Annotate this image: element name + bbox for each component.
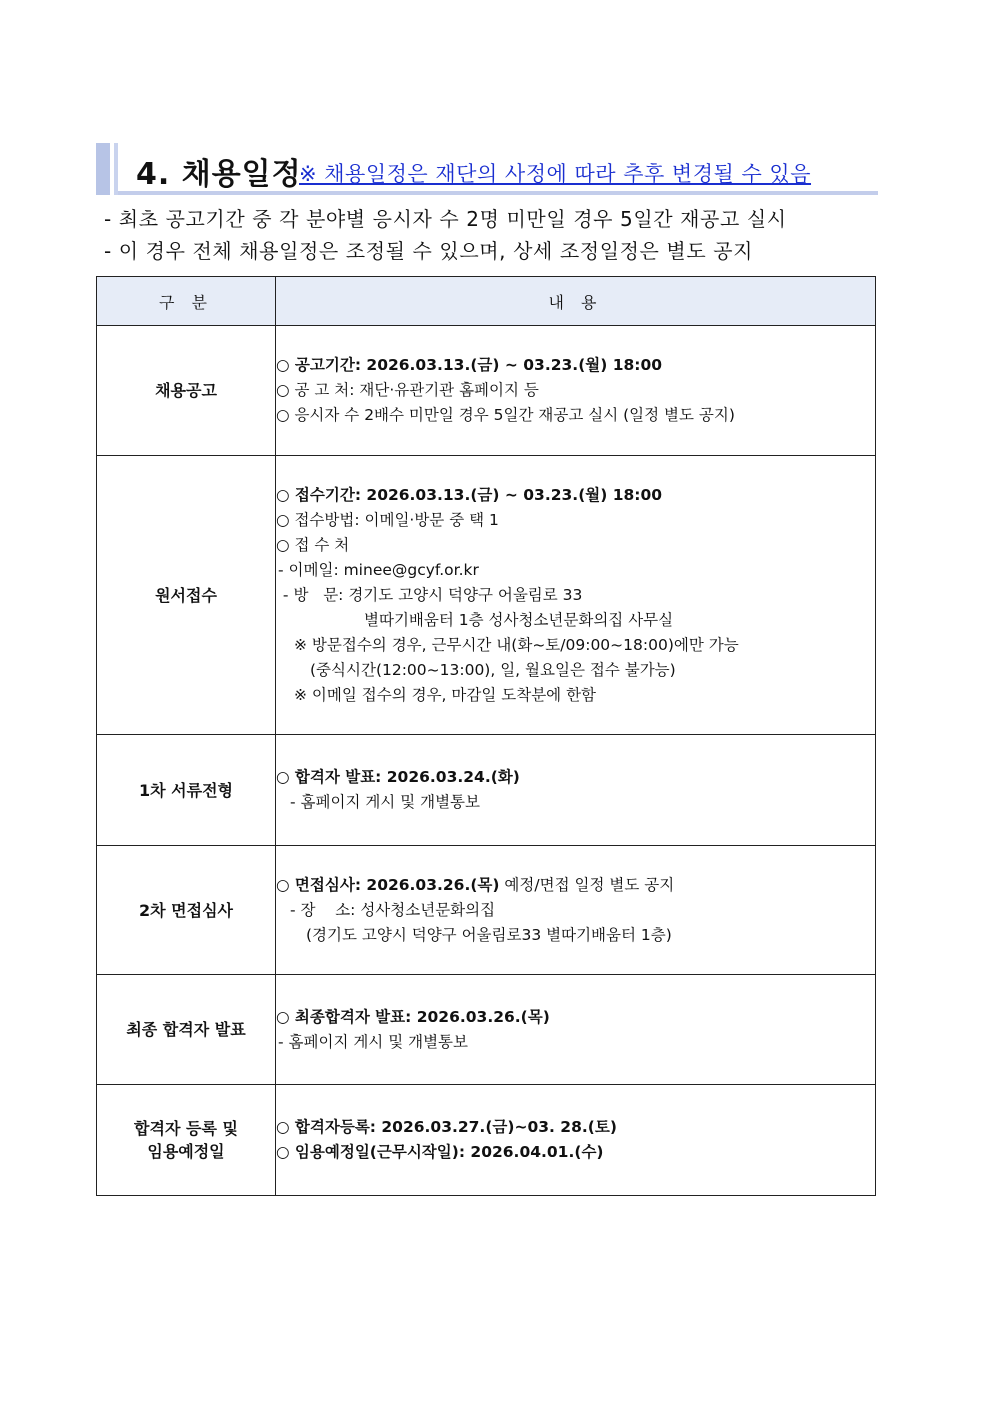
category-cell: 1차 서류전형: [97, 735, 276, 846]
content-line: ○ 최종합격자 발표: 2026.03.26.(목): [276, 1007, 550, 1026]
schedule-change-note: ※ 채용일정은 재단의 사정에 따라 추후 변경될 수 있음: [299, 162, 812, 186]
intro-line-1: - 최초 공고기간 중 각 분야별 응시자 수 2명 미만일 경우 5일간 재공고 실시: [104, 207, 787, 231]
intro-line-2: - 이 경우 전체 채용일정은 조정될 수 있으며, 상세 조정일정은 별도 공지: [104, 239, 754, 263]
content-line: ○ 합격자등록: 2026.03.27.(금)~03. 28.(토): [276, 1118, 617, 1136]
content-line: ○ 공 고 처: 재단·유관기관 홈페이지 등: [276, 381, 539, 399]
header-category: 구 분: [97, 277, 276, 326]
header-accent-bar-thin: [114, 143, 118, 195]
content-cell: [276, 326, 876, 456]
header-accent-bar: [96, 143, 110, 195]
content-line: ※ 이메일 접수의 경우, 마감일 도착분에 한함: [294, 685, 597, 704]
content-line: ○ 합격자 발표: 2026.03.24.(화): [276, 768, 520, 786]
interview-date: ○ 면접심사: 2026.03.26.(목): [276, 875, 500, 894]
category-line: 합격자 등록 및: [134, 1119, 238, 1138]
content-line: ○ 접 수 처: [276, 535, 350, 554]
category-line: 임용예정일: [147, 1142, 225, 1161]
content-line: [276, 873, 875, 898]
category-cell: 채용공고: [97, 326, 276, 456]
table-row: [97, 456, 876, 735]
content-cell: [276, 735, 876, 846]
content-cell: [276, 1085, 876, 1196]
content-cell: [276, 456, 876, 735]
interview-note: 예정/면접 일정 별도 공지: [499, 875, 675, 894]
content-line: (중식시간(12:00~13:00), 일, 월요일은 접수 불가능): [310, 660, 676, 679]
content-line: ○ 공고기간: 2026.03.13.(금) ~ 03.23.(월) 18:00: [276, 356, 663, 374]
header-content: 내 용: [276, 277, 876, 326]
category-cell: 2차 면접심사: [97, 846, 276, 975]
content-cell: [276, 846, 876, 975]
table-row: [97, 735, 876, 846]
table-header-row: [97, 277, 876, 326]
content-cell: [276, 975, 876, 1085]
content-line: ※ 방문접수의 경우, 근무시간 내(화~토/09:00~18:00)에만 가능: [294, 635, 739, 654]
table-row: [97, 975, 876, 1085]
content-line: 별따기배움터 1층 성사청소년문화의집 사무실: [364, 610, 674, 629]
content-line: - 방 문: 경기도 고양시 덕양구 어울림로 33: [278, 585, 583, 604]
content-line: (경기도 고양시 덕양구 어울림로33 별따기배움터 1층): [306, 925, 672, 944]
section-title: 4. 채용일정: [136, 157, 302, 192]
content-line: ○ 접수기간: 2026.03.13.(금) ~ 03.23.(월) 18:00: [276, 485, 663, 504]
content-line: ○ 임용예정일(근무시작일): 2026.04.01.(수): [276, 1143, 604, 1161]
content-line: ○ 접수방법: 이메일·방문 중 택 1: [276, 510, 499, 529]
category-cell: [97, 1085, 276, 1196]
schedule-table: [96, 276, 876, 1196]
content-line: - 장 소: 성사청소년문화의집: [290, 900, 496, 919]
content-line: ○ 응시자 수 2배수 미만일 경우 5일간 재공고 실시 (일정 별도 공지): [276, 406, 735, 424]
content-line: - 홈페이지 게시 및 개별통보: [278, 1032, 469, 1051]
table-row: [97, 846, 876, 975]
table-row: [97, 1085, 876, 1196]
section-header: [96, 143, 878, 195]
content-line: - 홈페이지 게시 및 개별통보: [290, 793, 481, 811]
category-cell: 원서접수: [97, 456, 276, 735]
content-line: - 이메일: minee@gcyf.or.kr: [278, 560, 479, 579]
category-cell: 최종 합격자 발표: [97, 975, 276, 1085]
table-row: [97, 326, 876, 456]
